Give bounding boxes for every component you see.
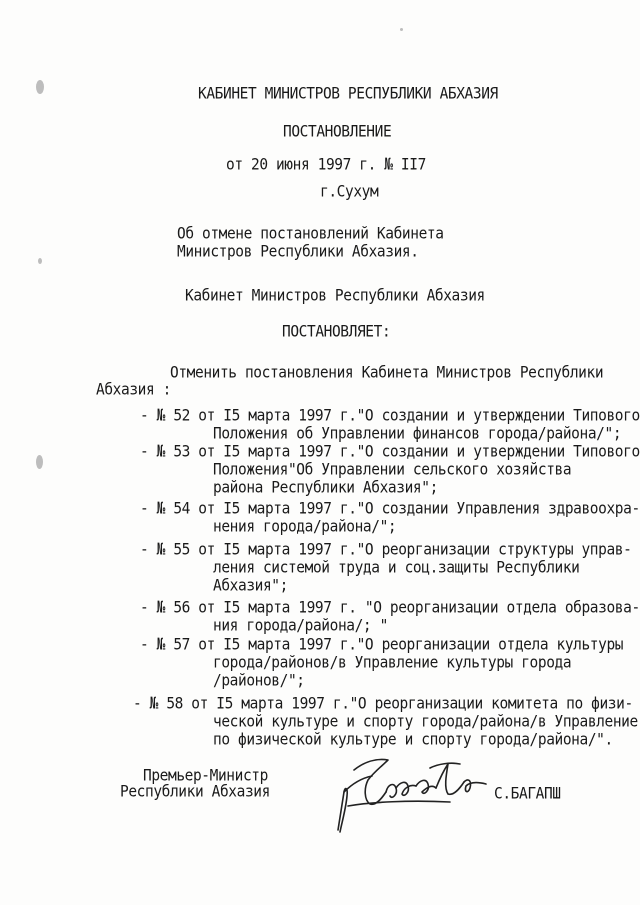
list-item-line: города/районов/в Управление культуры города (213, 654, 572, 673)
list-item-line: нения города/района/"; (213, 518, 397, 537)
handwritten-signature (330, 748, 510, 838)
list-item-line: - № 53 от I5 марта 1997 г."О создании и утверждении Типового (140, 443, 640, 462)
scan-speck (400, 28, 403, 31)
list-item-line: Положения"Об Управлении сельского хозяйства (213, 461, 572, 480)
list-item-line: - № 58 от I5 марта 1997 г."О реорганизации комитета по физи- (133, 695, 633, 714)
signatory-title-2: Республики Абхазия (120, 783, 270, 802)
scan-speck (38, 258, 42, 264)
list-item-line: Абхазия"; (213, 577, 288, 596)
list-item-line: - № 55 от I5 марта 1997 г."О реорганизации структуры управ- (140, 541, 632, 560)
list-item-line: - № 54 от I5 марта 1997 г."О создании Управления здравоохра- (140, 500, 640, 519)
list-item-line: района Республики Абхазия"; (213, 479, 438, 498)
list-item-line: ния города/района/; " (213, 617, 388, 636)
signatory-name: С.БАГАПШ (494, 785, 561, 804)
preamble-resolves: ПОСТАНОВЛЯЕТ: (282, 323, 391, 342)
signatory-title-1: Премьер-Министр (143, 767, 268, 786)
subject-line-1: Об отмене постановлений Кабинета (177, 225, 444, 244)
list-item-line: по физической культуре и спорту города/района/". (213, 731, 613, 750)
doc-type: ПОСТАНОВЛЕНИЕ (283, 123, 392, 142)
scan-speck (36, 80, 44, 94)
list-item-line: ческой культуре и спорту города/района/в Управление (213, 713, 638, 732)
list-item-line: ления системой труда и соц.защиты Республики (213, 559, 580, 578)
city: г.Сухум (320, 183, 379, 202)
list-item-line: /районов/"; (213, 672, 305, 691)
intro-line-1: Отменить постановления Кабинета Министров Республики (170, 364, 604, 383)
list-item-line: - № 56 от I5 марта 1997 г. "О реорганизации отдела образова- (140, 599, 640, 618)
date-number: от 20 июня 1997 г. № II7 (226, 156, 426, 175)
list-item-line: - № 57 от I5 марта 1997 г."О реорганизации отдела культуры (140, 636, 624, 655)
intro-line-2: Абхазия : (96, 381, 171, 400)
preamble-body: Кабинет Министров Республики Абхазия (185, 287, 485, 306)
org-name: КАБИНЕТ МИНИСТРОВ РЕСПУБЛИКИ АБХАЗИЯ (198, 85, 498, 104)
list-item-line: Положения об Управлении финансов города/района/"; (213, 425, 622, 444)
scan-speck (36, 455, 43, 469)
subject-line-2: Министров Республики Абхазия. (177, 243, 419, 262)
list-item-line: - № 52 от I5 марта 1997 г."О создании и утверждении Типового (140, 407, 640, 426)
